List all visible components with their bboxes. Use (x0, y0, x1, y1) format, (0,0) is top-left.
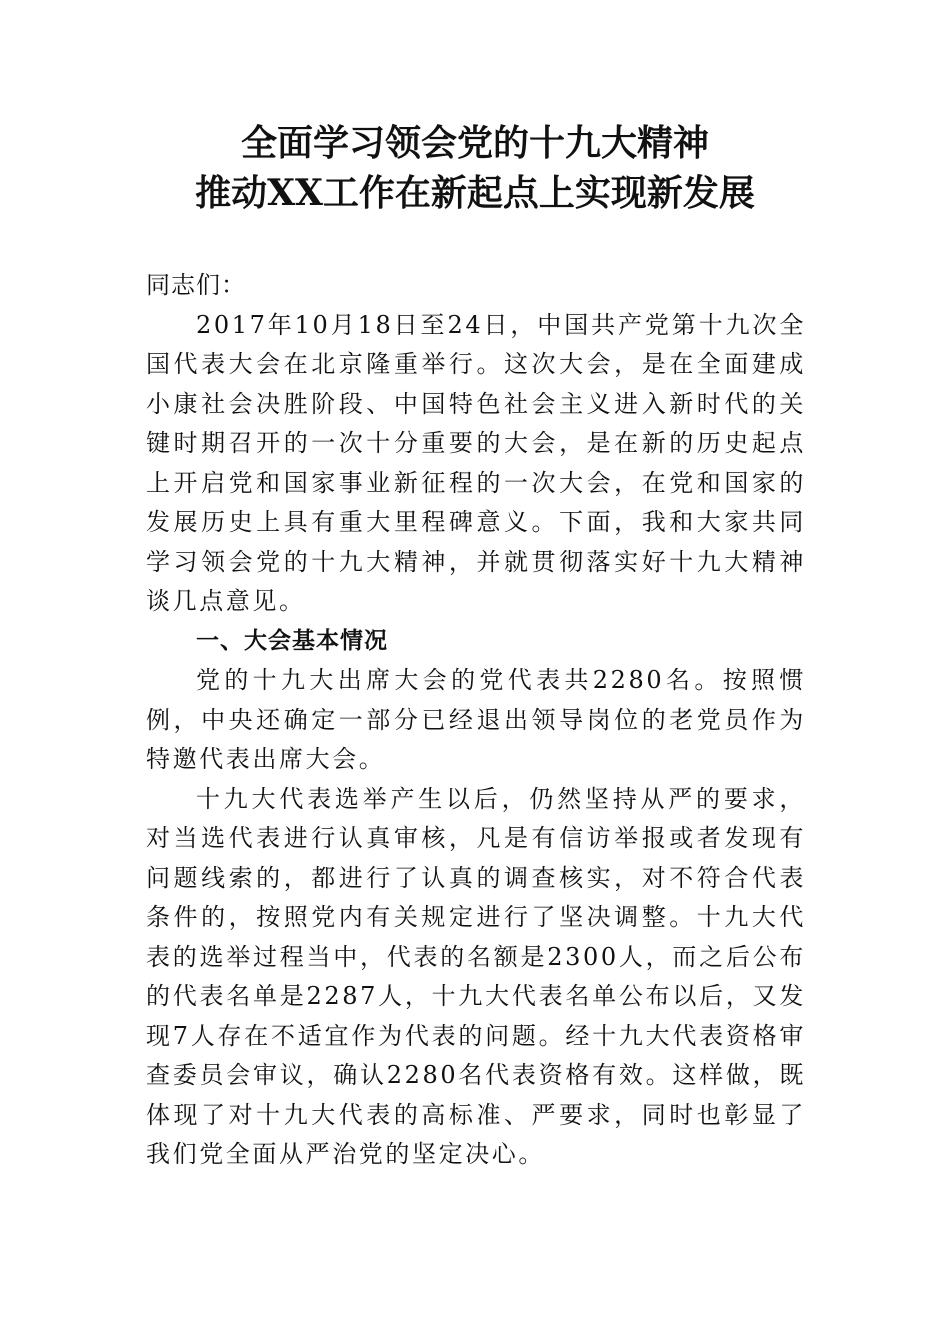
salutation: 同志们： (146, 271, 246, 299)
document-title (0, 118, 950, 218)
paragraph-review: 十九大代表选举产生以后，仍然坚持从严的要求，对当选代表进行认真审核，凡是有信访举报或者发现有问题线索的，都进行了认真的调查核实，对不符合代表条件的，按照党内有关规定进行了坚决调整。十九大代表的选举过程当中，代表的名额是2300人，而之后公布的代表名单是2287人，十九大代表名单公布以后，又发现7人存在不适宜作为代表的问题。经十九大代表资格审查委员会审议，确认2280名代表资格有效。这样做，既体现了对十九大代表的高标准、严要求，同时也彰显了我们党全面从严治党的坚定决心。 (146, 784, 806, 1168)
paragraph-delegates: 党的十九大出席大会的党代表共2280名。按照惯例，中央还确定一部分已经退出领导岗位的老党员作为特邀代表出席大会。 (146, 666, 806, 773)
document-body (146, 266, 806, 1175)
title-line-1: 全面学习领会党的十九大精神 (240, 122, 709, 164)
section-heading-1: 一、大会基本情况 (196, 627, 388, 654)
paragraph-intro: 2017年10月18日至24日，中国共产党第十九次全国代表大会在北京隆重举行。这次大会，是在全面建成小康社会决胜阶段、中国特色社会主义进入新时代的关键时期召开的一次十分重要的大会，是在新的历史起点上开启党和国家事业新征程的一次大会，在党和国家的发展历史上具有重大里程碑意义。下面，我和大家共同学习领会党的十九大精神，并就贯彻落实好十九大精神谈几点意见。 (146, 310, 806, 615)
title-line-2: 推动XX工作在新起点上实现新发展 (195, 172, 755, 214)
